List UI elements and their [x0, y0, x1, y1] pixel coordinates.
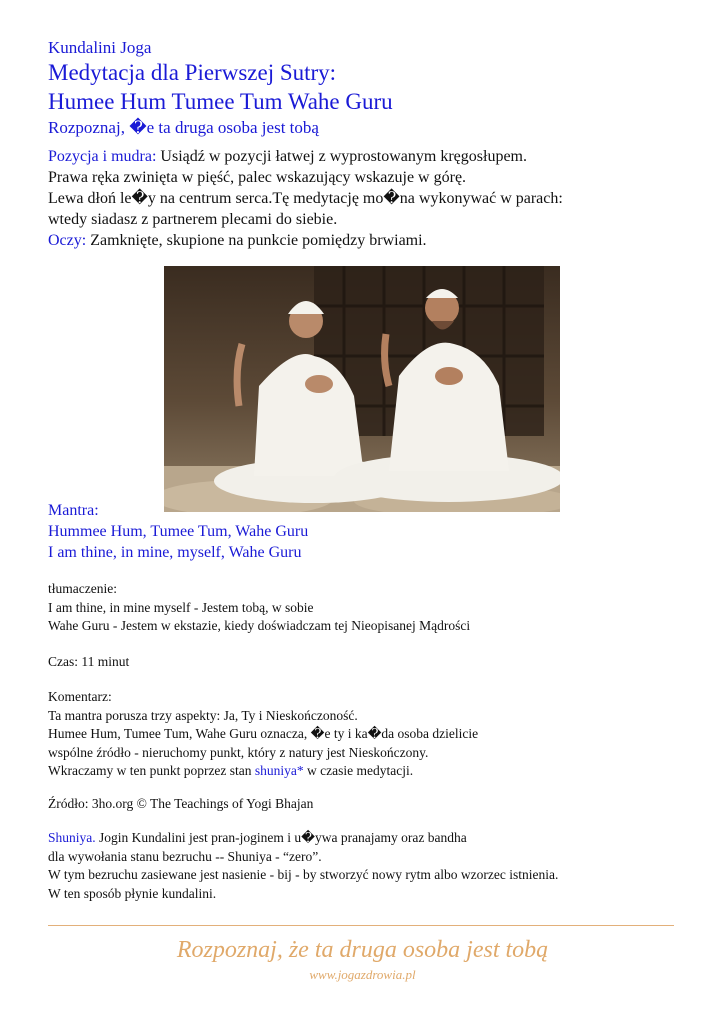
- position-line1: Usiądź w pozycji łatwej z wyprostowanym kręgosłupem.: [156, 148, 527, 165]
- page-subtitle: Rozpoznaj, �e ta druga osoba jest tobą: [48, 118, 319, 137]
- translation-line2: Wahe Guru - Jestem w ekstazie, kiedy doświadczam tej Nieopisanej Mądrości: [48, 618, 471, 633]
- eyes-label: Oczy:: [48, 232, 87, 249]
- source-text: Źródło: 3ho.org © The Teachings of Yogi Bhajan: [48, 796, 314, 811]
- position-line2: Prawa ręka zwinięta w pięść, palec wskazujący wskazuje w górę.: [48, 169, 467, 186]
- footer-divider: [48, 925, 674, 926]
- shuniya-line2: dla wywołania stanu bezruchu -- Shuniya - “zero”.: [48, 848, 322, 864]
- comment-line4-pre: Wkraczamy w ten punkt poprzez stan: [48, 763, 255, 778]
- position-line3: Lewa dłoń le�y na centrum serca.Tę medytację mo�na wykonywać w parach:: [48, 190, 563, 207]
- shuniya-section: [48, 829, 688, 903]
- shuniya-label: Shuniya.: [48, 830, 96, 845]
- shuniya-line4: W ten sposób płynie kundalini.: [48, 885, 217, 901]
- translation-label: tłumaczenie:: [48, 581, 117, 596]
- eyes-text: Zamknięte, skupione na punkcie pomiędzy brwiami.: [86, 232, 427, 249]
- time-text: Czas: 11 minut: [48, 654, 130, 669]
- comment-line2: Humee Hum, Tumee Tum, Wahe Guru oznacza, �e ty i ka�da osoba dzielicie: [48, 726, 479, 741]
- mantra-label: Mantra:: [48, 502, 99, 519]
- source-section: [48, 795, 688, 814]
- mantra-line1: Hummee Hum, Tumee Tum, Wahe Guru: [48, 523, 309, 540]
- page-header: [48, 38, 688, 251]
- shuniya-line3: W tym bezruchu zasiewane jest nasienie - bij - by stworzyć nowy rytm albo wzorzec istnienia.: [48, 867, 559, 882]
- page-title-line1: Medytacja dla Pierwszej Sutry:: [48, 60, 337, 85]
- translation-line1: I am thine, in mine myself - Jestem tobą, w sobie: [48, 599, 314, 615]
- footer-url-link[interactable]: www.jogazdrowia.pl: [309, 967, 416, 982]
- shuniya-line1: Jogin Kundalini jest pran-joginem i u�ywa pranajamy oraz bandha: [95, 830, 467, 845]
- meditation-photo-illustration: [164, 266, 560, 512]
- comment-line4-post: w czasie medytacji.: [303, 763, 414, 778]
- position-line4: wtedy siadasz z partnerem plecami do siebie.: [48, 211, 338, 228]
- meditation-photo: [164, 266, 560, 512]
- comment-section: [48, 688, 688, 781]
- comment-line3: wspólne źródło - nieruchomy punkt, który z natury jest Nieskończony.: [48, 744, 429, 760]
- mantra-line2: I am thine, in mine, myself, Wahe Guru: [48, 544, 302, 561]
- position-section: [48, 146, 688, 251]
- translation-section: [48, 580, 688, 636]
- comment-label: Komentarz:: [48, 689, 112, 704]
- page-title-line2: Humee Hum Tumee Tum Wahe Guru: [48, 89, 393, 114]
- position-label: Pozycja i mudra:: [48, 148, 157, 165]
- comment-line1: Ta mantra porusza trzy aspekty: Ja, Ty i Nieskończoność.: [48, 707, 358, 723]
- time-section: [48, 653, 688, 672]
- footer-title: Rozpoznaj, że ta druga osoba jest tobą: [176, 937, 549, 963]
- mantra-section: [48, 500, 308, 563]
- shuniya-link[interactable]: shuniya*: [254, 763, 304, 778]
- kicker: Kundalini Joga: [48, 38, 152, 57]
